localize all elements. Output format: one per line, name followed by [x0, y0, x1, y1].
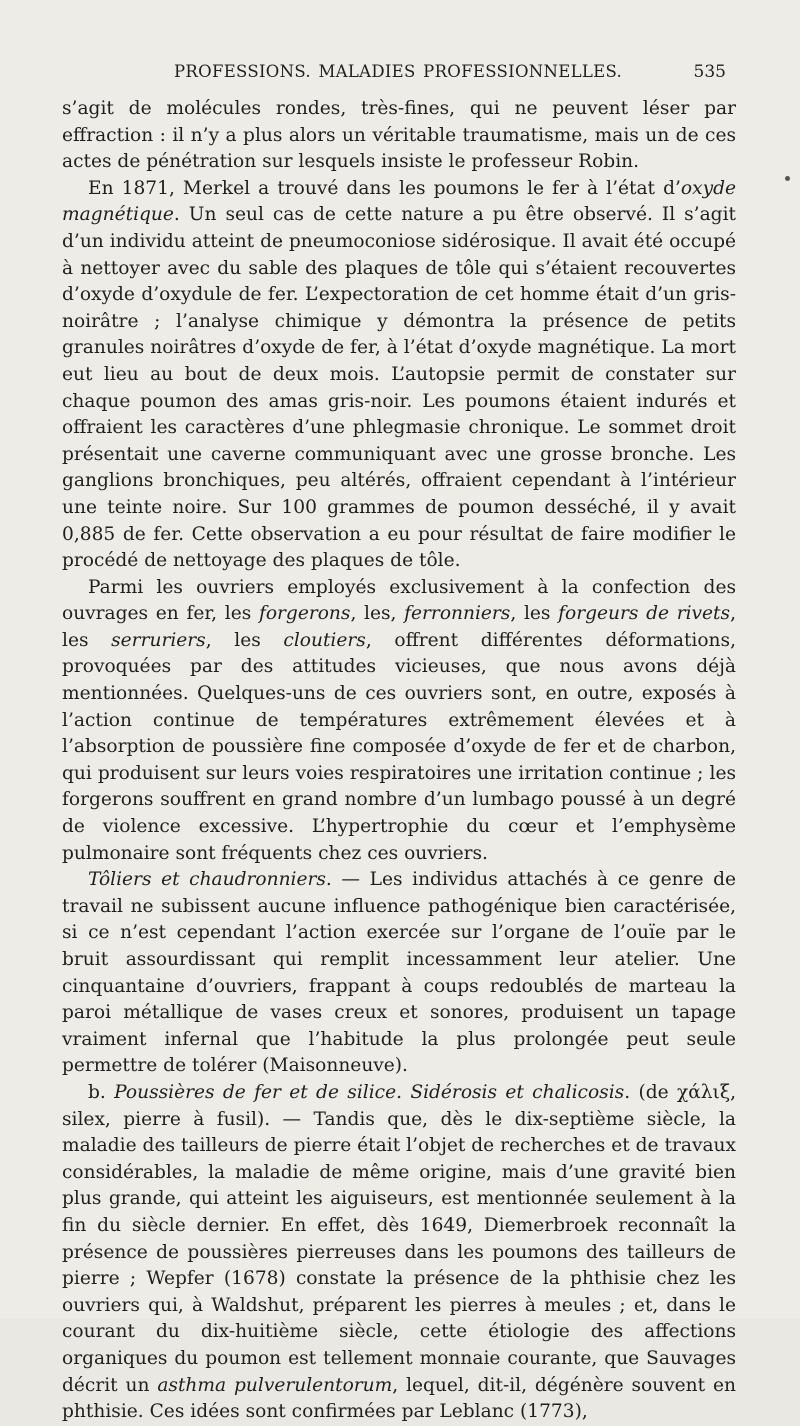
text-run: . Un seul cas de cette nature a pu être observé. Il s’agit d’un individu atteint de pneumoconiose sidérosique. Il avait été occupé à nettoyer avec du sable des plaques de tôle qui s’étaient recouvertes d’oxyde d’oxydule de fer. L’expectoration de cet homme était d’un gris-noirâtre ; l’analyse chimique y démontra la présence de petits granules noirâtres d’oxyde de fer, à l’état d’oxyde magnétique. La mort eut lieu au bout de deux mois. L’autopsie permit de constater sur chaque poumon des amas gris-noir. Les poumons étaient indurés et offraient les caractères d’une phlegmasie chronique. Le sommet droit présentait une caverne communiquant avec une grosse bronche. Les ganglions bronchiques, peu altérés, offraient cependant à l’intérieur une teinte noire. Sur 100 grammes de poumon desséché, il y avait 0,885 de fer. Cette observation a eu pour résultat de faire modifier le procédé de nettoyage des plaques de tôle. — [62, 204, 736, 572]
paragraph-3 — [62, 575, 736, 868]
running-head: PROFESSIONS. MALADIES PROFESSIONNELLES. — [174, 62, 623, 81]
italic-run: forgerons — [258, 603, 351, 625]
italic-run: asthma pulverulentorum — [157, 1374, 393, 1396]
paragraph-4 — [62, 867, 736, 1080]
text-run: Parmi les ouvriers employés exclusivement à la confection des ouvrages en fer, les — [62, 576, 736, 625]
italic-run: forgeurs de rivets — [558, 603, 731, 625]
italic-run: cloutiers — [283, 629, 366, 651]
text-run: b. — [88, 1081, 115, 1103]
italic-run: ferronniers — [404, 603, 511, 625]
text-run: . (de χάλιξ, silex, pierre à fusil). — Tandis que, dès le dix-septième siècle, la maladie des tailleurs de pierre était l’objet de recherches et de travaux considérables, la maladie de même origine, mais d’une gravité bien plus grande, qui atteint les aiguiseurs, est mentionnée seulement à la fin du siècle dernier. En effet, dès 1649, Diemerbroek reconnaît la présence de poussières pierreuses dans les poumons des tailleurs de pierre ; Wepfer (1678) constate la présence de la phthisie chez les ouvriers qui, à Waldshut, préparent les pierres à meules ; et, dans le courant du dix-huitième siècle, cette étiologie des affections organiques du poumon est tellement monnaie courante, que Sauvages décrit un — [62, 1081, 736, 1396]
page-header — [64, 62, 738, 86]
italic-run: Poussières de fer et de silice. Sidérosis et chalicosis — [114, 1081, 625, 1103]
text-run: En 1871, Merkel a trouvé dans les poumons le fer à l’état d’ — [88, 177, 681, 199]
text-body — [62, 96, 736, 1426]
text-run: s’agit de molécules rondes, très-fines, qui ne peuvent léser par effraction : il n’y a plus alors un véritable traumatisme, mais un de ces actes de pénétration sur lesquels insiste le professeur Robin. — [62, 98, 736, 173]
text-run: , offrent différentes déformations, provoquées par des attitudes vicieuses, que nous avons déjà mentionnées. Quelques-uns de ces ouvriers sont, en outre, exposés à l’action continue de températures extrêmement élevées et à l’absorption de poussière fine composée d’oxyde de fer et de charbon, qui produisent sur leurs voies respiratoires une irritation continue ; les forgerons souffrent en grand nombre d’un lumbago poussé à un degré de violence excessive. L’hypertrophie du cœur et l’emphysème pulmonaire sont fréquents chez ces ouvriers. — [62, 629, 736, 864]
margin-mark — [785, 176, 790, 181]
text-run: , les — [62, 603, 736, 651]
text-run: , les — [510, 603, 559, 625]
paragraph-5 — [62, 1080, 736, 1426]
page-number: 535 — [693, 62, 726, 82]
italic-run: Tôliers et chaudronniers — [88, 869, 326, 891]
text-run: , les, — [350, 603, 405, 625]
text-run: , lequel, dit-il, dégénère souvent en phthisie. Ces idées sont confirmées par Leblanc (1773), — [62, 1374, 736, 1423]
text-run: . — Les individus attachés à ce genre de travail ne subissent aucune influence pathogénique bien caractérisée, si ce n’est cependant l’action exercée sur l’organe de l’ouïe par le bruit assourdissant qui remplit incessamment leur atelier. Une cinquantaine d’ouvriers, frappant à coups redoublés de marteau la paroi métallique de vases creux et sonores, produisent un tapage vraiment infernal que l’habitude la plus prolongée peut seule permettre de tolérer (Maisonneuve). — [62, 869, 736, 1077]
italic-run: serruriers — [111, 629, 206, 651]
italic-run: oxyde magnétique — [62, 177, 736, 226]
paragraph-1 — [62, 96, 736, 176]
paragraph-2 — [62, 176, 736, 575]
text-run: , les — [205, 629, 284, 651]
